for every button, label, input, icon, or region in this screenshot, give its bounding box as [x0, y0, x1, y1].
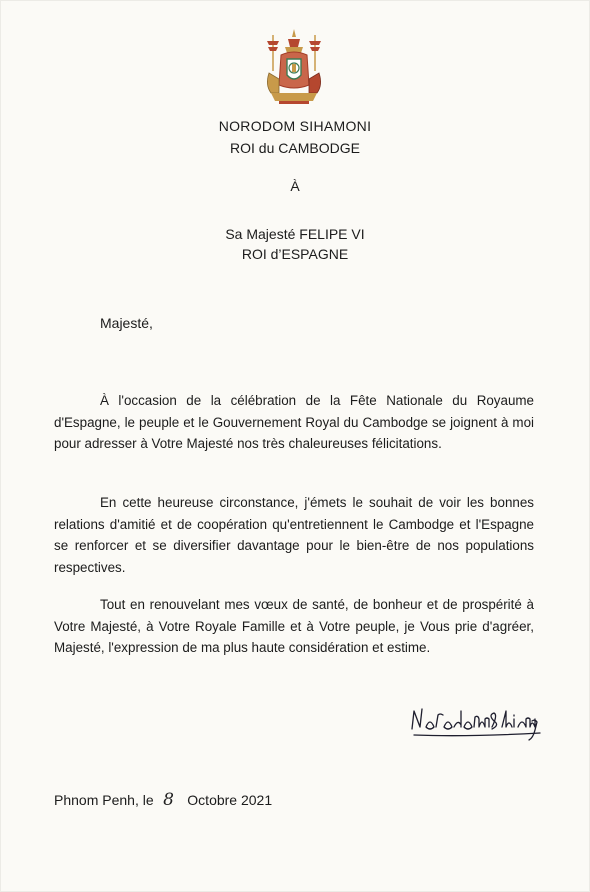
salutation: Majesté,: [100, 315, 153, 331]
handwritten-day: 8: [163, 790, 174, 810]
month-year: Octobre 2021: [187, 792, 273, 808]
body-paragraph-3: Tout en renouvelant mes vœux de santé, de bonheur et de prospérité à Votre Majesté, à Votre Royale Famille et à Votre peuple, je Vous prie d'agréer, Majesté, l'expression de ma plus haute considération et estime.: [54, 597, 534, 655]
address-to-mark: À: [290, 178, 300, 194]
place-and-date: [54, 790, 272, 810]
recipient-name: Sa Majesté FELIPE VI: [225, 226, 365, 242]
recipient-title: ROI d’ESPAGNE: [241, 246, 349, 262]
handwritten-signature: [408, 701, 546, 743]
sender-title: ROI du CAMBODGE: [230, 140, 360, 156]
body-paragraph-1: À l'occasion de la célébration de la Fête Nationale du Royaume d'Espagne, le peuple et le Gouvernement Royal du Cambodge se joignent à moi pour adresser à Votre Majesté nos très chaleureuses félicitations.: [54, 393, 534, 451]
sender-name: NORODOM SIHAMONI: [218, 118, 372, 134]
place-label: Phnom Penh, le: [54, 792, 154, 808]
royal-coat-of-arms-icon: [261, 27, 327, 105]
body-paragraph-2: En cette heureuse circonstance, j'émets le souhait de voir les bonnes relations d'amitié et de coopération qu'entretiennent le Cambodge et l'Espagne se renforcer et se diversifier davantage pour le bien-être de nos populations respectives.: [54, 495, 534, 575]
